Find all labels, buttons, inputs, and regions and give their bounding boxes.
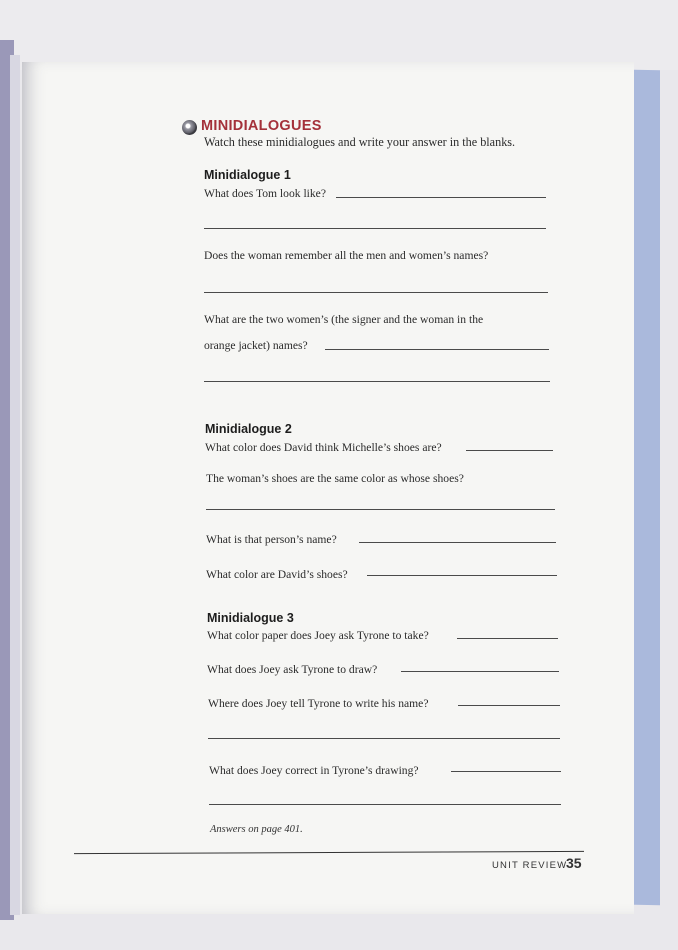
answer-blank[interactable] xyxy=(204,228,546,229)
footer-unit-label: UNIT REVIEW xyxy=(492,860,568,871)
answer-blank[interactable] xyxy=(458,705,560,706)
answer-blank[interactable] xyxy=(466,450,553,451)
instructions: Watch these minidialogues and write your answer in the blanks. xyxy=(204,135,516,149)
minidialogue-2-heading: Minidialogue 2 xyxy=(205,422,292,436)
book-right-cover-edge xyxy=(634,70,660,905)
question-1-3-cont: orange jacket) names? xyxy=(204,339,308,352)
answer-blank[interactable] xyxy=(367,575,557,576)
question-3-1: What color paper does Joey ask Tyrone to take? xyxy=(207,629,429,642)
answer-blank[interactable] xyxy=(451,771,561,772)
question-1-1: What does Tom look like? xyxy=(204,187,326,200)
answer-blank[interactable] xyxy=(359,542,556,543)
question-3-3: Where does Joey tell Tyrone to write his name? xyxy=(208,697,429,710)
question-3-4: What does Joey correct in Tyrone’s drawing? xyxy=(209,764,419,777)
section-title: MINIDIALOGUES xyxy=(201,118,322,134)
answer-blank[interactable] xyxy=(206,509,555,510)
minidialogue-3-heading: Minidialogue 3 xyxy=(207,611,294,625)
question-2-3: What is that person’s name? xyxy=(206,533,337,546)
book-page-edge xyxy=(10,55,20,915)
answers-note: Answers on page 401. xyxy=(210,824,303,835)
question-1-3: What are the two women’s (the signer and the woman in the xyxy=(204,313,484,326)
page-number: 35 xyxy=(566,855,582,871)
question-2-2: The woman’s shoes are the same color as whose shoes? xyxy=(206,472,464,485)
answer-blank[interactable] xyxy=(325,349,549,350)
question-1-2: Does the woman remember all the men and women’s names? xyxy=(204,249,489,262)
background xyxy=(0,0,678,70)
question-3-2: What does Joey ask Tyrone to draw? xyxy=(207,663,378,676)
answer-blank[interactable] xyxy=(209,804,561,805)
minidialogue-1-heading: Minidialogue 1 xyxy=(204,168,291,182)
answer-blank[interactable] xyxy=(401,671,559,672)
book-page xyxy=(22,62,634,914)
answer-blank[interactable] xyxy=(204,292,548,293)
section-header xyxy=(182,116,322,136)
question-2-1: What color does David think Michelle’s shoes are? xyxy=(205,441,442,454)
answer-blank[interactable] xyxy=(457,638,558,639)
question-2-4: What color are David’s shoes? xyxy=(206,568,348,581)
answer-blank[interactable] xyxy=(208,738,560,739)
answer-blank[interactable] xyxy=(204,381,550,382)
answer-blank[interactable] xyxy=(336,197,546,198)
disc-icon xyxy=(182,120,197,135)
